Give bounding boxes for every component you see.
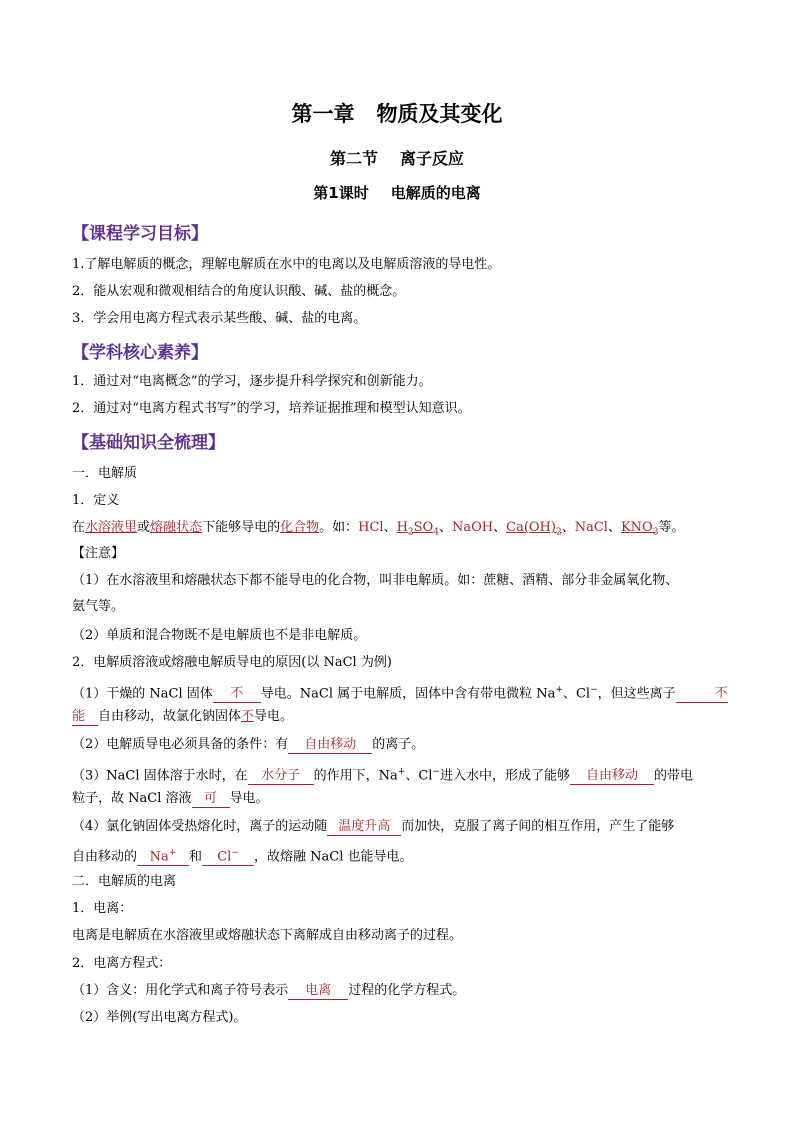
note-heading: 【注意】 [72,546,125,561]
fill-blank: 自由移动 [288,737,372,754]
fill-blank: 电离 [288,983,348,1000]
fill-blank: Cl− [202,845,254,866]
fill-blank: 自由移动 [570,768,654,785]
fill-blank: 可 [192,791,230,808]
fill-blank: 能 [72,709,98,726]
subsection-heading: 二．电解质的电离 [72,874,177,889]
conduct-line: 能 自由移动，故氯化钠固体不导电。 [72,709,294,724]
core-item: 1．通过对“电离概念”的学习，逐步提升科学探究和创新能力。 [72,374,432,389]
conduct-line: （4）氯化钠固体受热熔化时，离子的运动随 温度升高 而加快，克服了离子间的相互作用，产生了能够 [72,819,675,834]
fill-blank: Na+ [137,845,189,866]
conduct-line: （1）干燥的 NaCl 固体 不 导电。NaCl 属于电解质，固体中含有带电微粒 Na+、Cl−，但这些离子 不 [72,685,728,702]
example: $KNO_3$ [620,520,659,538]
fill-blank: 不 [213,686,261,703]
chapter-number: 第一章 [291,102,355,126]
goal-item: 3．学会用电离方程式表示某些酸、碱、盐的电离。 [72,311,367,326]
basics-heading: 【基础知识全梳理】 [72,433,225,453]
subsection-heading: 一．电解质 [72,466,138,481]
fill-blank: 温度升高 [327,819,401,836]
section-name: 离子反应 [400,149,465,168]
section-title [0,146,794,169]
goal-item: 1.了解电解质的概念，理解电解质在水中的电离以及电解质溶液的导电性。 [72,257,501,272]
example: NaOH [451,520,494,535]
keyword: 化合物 [280,520,320,535]
chapter-title [0,98,794,128]
example: $Ca(OH)_2$ [506,520,562,538]
example: HCl [358,520,384,535]
subsection-heading: 1．电离： [72,901,133,916]
lesson-title [0,182,794,203]
conduct-line: 自由移动的 Na+ 和 Cl− ，故熔融 NaCl 也能导电。 [72,845,413,866]
fill-blank: 水分子 [248,768,314,785]
subsection-heading: 2．电离方程式： [72,956,172,971]
equation-line: （2）举例(写出电离方程式)。 [72,1010,247,1025]
note-line: （2）单质和混合物既不是电解质也不是非电解质。 [72,628,367,643]
goals-heading: 【课程学习目标】 [72,224,208,244]
lesson-name: 电解质的电离 [390,184,481,202]
definition-line: 在水溶液里或熔融状态下能够导电的化合物。如：HCl、$H_2SO_4$、NaOH、$Ca(OH)_2$、NaCl、$KNO_3$等。 [72,520,685,538]
fill-blank: 不 [676,686,728,703]
example: NaCl [574,520,608,535]
note-line: 氨气等。 [72,599,125,614]
chapter-name: 物质及其变化 [376,102,503,126]
subsection-heading: 2．电解质溶液或熔融电解质导电的原因(以 NaCl 为例) [72,655,392,670]
conduct-line: 粒子，故 NaCl 溶液 可 导电。 [72,791,269,806]
keyword: 不 [241,709,255,724]
ionization-definition: 电离是电解质在水溶液里或熔融状态下离解成自由移动离子的过程。 [72,928,463,943]
equation-line: （1）含义：用化学式和离子符号表示 电离 过程的化学方程式。 [72,983,466,998]
example: $H_2SO_4$ [396,520,439,538]
goal-item: 2．能从宏观和微观相结合的角度认识酸、碱、盐的概念。 [72,284,406,299]
lesson-number: 第1课时 [313,184,369,202]
subsection-heading: 1．定义 [72,493,120,508]
keyword: 熔融状态 [150,520,203,535]
core-item: 2．通过对“电离方程式书写”的学习，培养证据推理和模型认知意识。 [72,401,471,416]
core-heading: 【学科核心素养】 [72,343,208,363]
conduct-line: （2）电解质导电必须具备的条件：有 自由移动 的离子。 [72,737,425,752]
section-number: 第二节 [329,149,378,168]
note-line: （1）在水溶液里和熔融状态下都不能导电的化合物，叫非电解质。如：蔗糖、酒精、部分非金属氧化物、 [72,573,679,588]
keyword: 水溶液里 [85,520,138,535]
conduct-line: （3）NaCl 固体溶于水时，在 水分子 的作用下，Na+、Cl−进入水中，形成了能够 自由移动 的带电 [72,767,694,784]
